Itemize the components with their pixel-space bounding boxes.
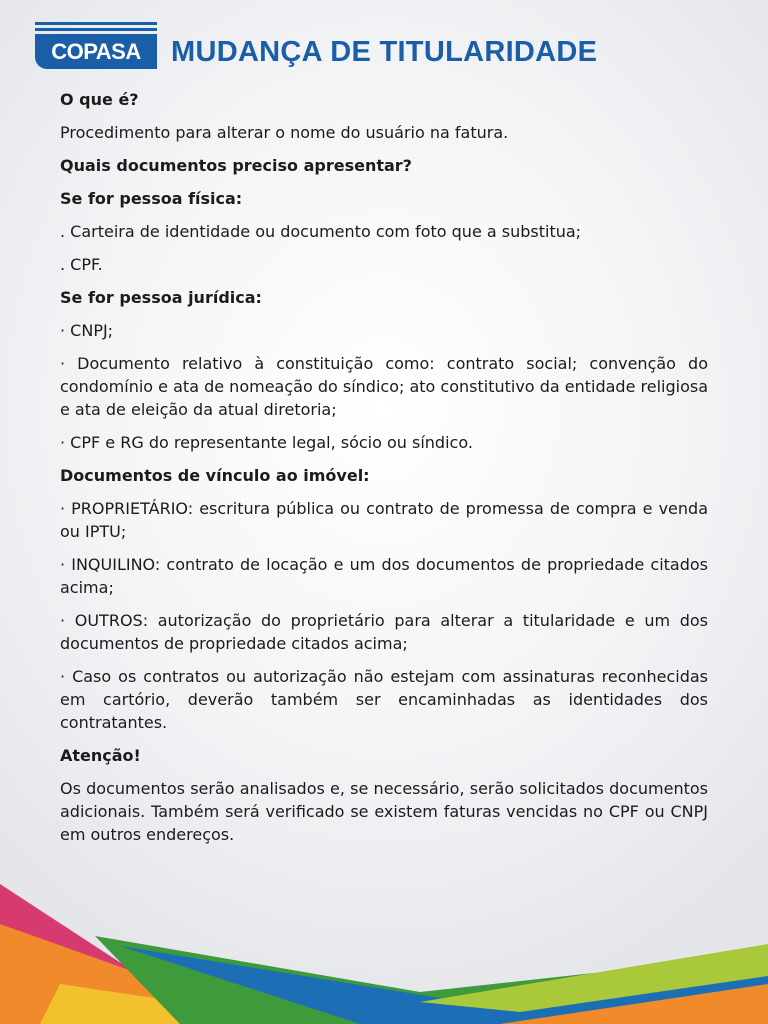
list-item: · PROPRIETÁRIO: escritura pública ou contrato de promessa de compra e venda ou IPTU; (60, 499, 708, 541)
logo-stripe (35, 22, 157, 25)
list-item: · INQUILINO: contrato de locação e um dos documentos de propriedade citados acima; (60, 555, 708, 597)
list-item: · Caso os contratos ou autorização não estejam com assinaturas reconhecidas em cartório, deverão também ser encaminhadas as identidades dos contratantes. (60, 667, 708, 732)
section-heading: Atenção! (60, 746, 141, 765)
logo-wordmark: COPASA (35, 34, 157, 69)
copasa-logo (35, 22, 157, 69)
section-heading: Quais documentos preciso apresentar? (60, 156, 412, 175)
document-body (60, 88, 708, 856)
footer-ribbons (0, 884, 768, 1024)
paragraph: Procedimento para alterar o nome do usuário na fatura. (60, 123, 509, 142)
section-heading: Se for pessoa física: (60, 189, 243, 208)
list-item: · OUTROS: autorização do proprietário para alterar a titularidade e um dos documentos de propriedade citados acima; (60, 611, 708, 653)
page-title: MUDANÇA DE TITULARIDADE (171, 36, 598, 68)
list-item: · CPF e RG do representante legal, sócio ou síndico. (60, 433, 473, 452)
logo-stripe (35, 28, 157, 31)
section-heading: O que é? (60, 90, 139, 109)
list-item: · Documento relativo à constituição como: contrato social; convenção do condomínio e ata de nomeação do síndico; ato constitutivo da entidade religiosa e ata de eleição da atual diretoria; (60, 354, 708, 419)
section-heading: Se for pessoa jurídica: (60, 288, 262, 307)
paragraph: Os documentos serão analisados e, se necessário, serão solicitados documentos adicionais. Também será verificado se existem faturas vencidas no CPF ou CNPJ em outros endereços. (60, 779, 708, 844)
list-item: . CPF. (60, 255, 103, 274)
list-item: · CNPJ; (60, 321, 114, 340)
header (35, 22, 728, 72)
section-heading: Documentos de vínculo ao imóvel: (60, 466, 370, 485)
list-item: . Carteira de identidade ou documento com foto que a substitua; (60, 222, 582, 241)
